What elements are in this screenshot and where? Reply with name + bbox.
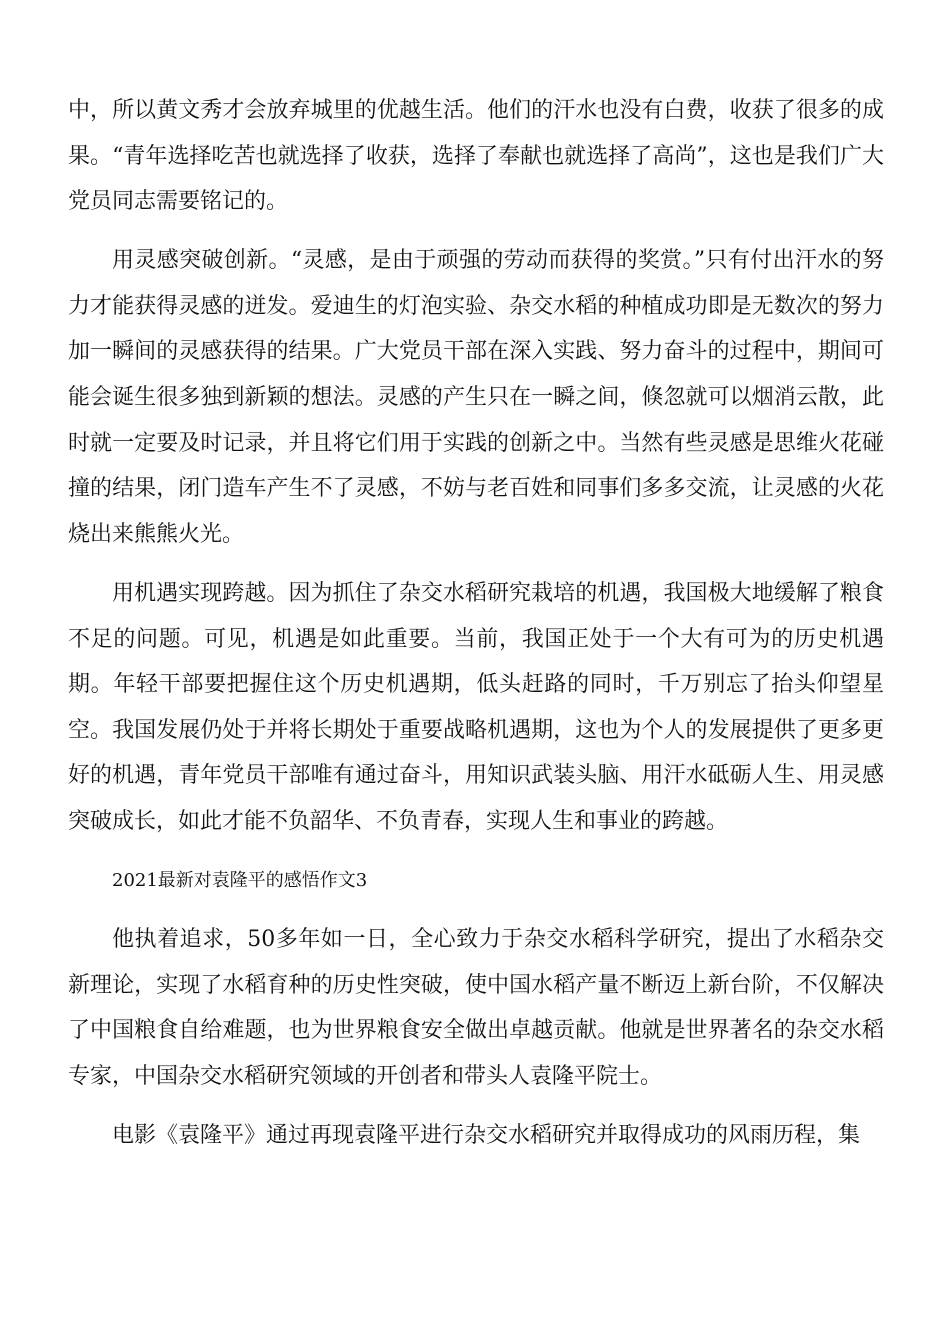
document-body	[68, 88, 884, 1172]
paragraph-yuan-longping-intro: 他执着追求，50多年如一日，全心致力于杂交水稻科学研究，提出了水稻杂交新理论，实现了水稻育种的历史性突破，使中国水稻产量不断迈上新台阶，不仅解决了中国粮食自给难题，也为世界粮食安全做出卓越贡献。他就是世界著名的杂交水稻专家，中国杂交水稻研究领域的开创者和带头人袁隆平院士。	[68, 927, 884, 1089]
paragraph-opportunity: 用机遇实现跨越。因为抓住了杂交水稻研究栽培的机遇，我国极大地缓解了粮食不足的问题。可见，机遇是如此重要。当前，我国正处于一个大有可为的历史机遇期。年轻干部要把握住这个历史机遇期，低头赶路的同时，千万别忘了抬头仰望星空。我国发展仍处于并将长期处于重要战略机遇期，这也为个人的发展提供了更多更好的机遇，青年党员干部唯有通过奋斗，用知识武装头脑、用汗水砥砺人生、用灵感突破成长，如此才能不负韶华、不负青春，实现人生和事业的跨越。	[68, 580, 884, 834]
section-heading: 2021最新对袁隆平的感悟作文3	[112, 870, 368, 891]
paragraph-continuation: 中，所以黄文秀才会放弃城里的优越生活。他们的汗水也没有白费，收获了很多的成果。“青年选择吃苦也就选择了收获，选择了奉献也就选择了高尚”，这也是我们广大党员同志需要铭记的。	[68, 98, 884, 215]
paragraph-film: 电影《袁隆平》通过再现袁隆平进行杂交水稻研究并取得成功的风雨历程，集	[112, 1122, 861, 1148]
paragraph-inspiration: 用灵感突破创新。“灵感，是由于顽强的劳动而获得的奖赏。”只有付出汗水的努力才能获得灵感的迸发。爱迪生的灯泡实验、杂交水稻的种植成功即是无数次的努力加一瞬间的灵感获得的结果。广大党员干部在深入实践、努力奋斗的过程中，期间可能会诞生很多独到新颖的想法。灵感的产生只在一瞬之间，倏忽就可以烟消云散，此时就一定要及时记录，并且将它们用于实践的创新之中。当然有些灵感是思维火花碰撞的结果，闭门造车产生不了灵感，不妨与老百姓和同事们多多交流，让灵感的火花烧出来熊熊火光。	[68, 248, 884, 547]
